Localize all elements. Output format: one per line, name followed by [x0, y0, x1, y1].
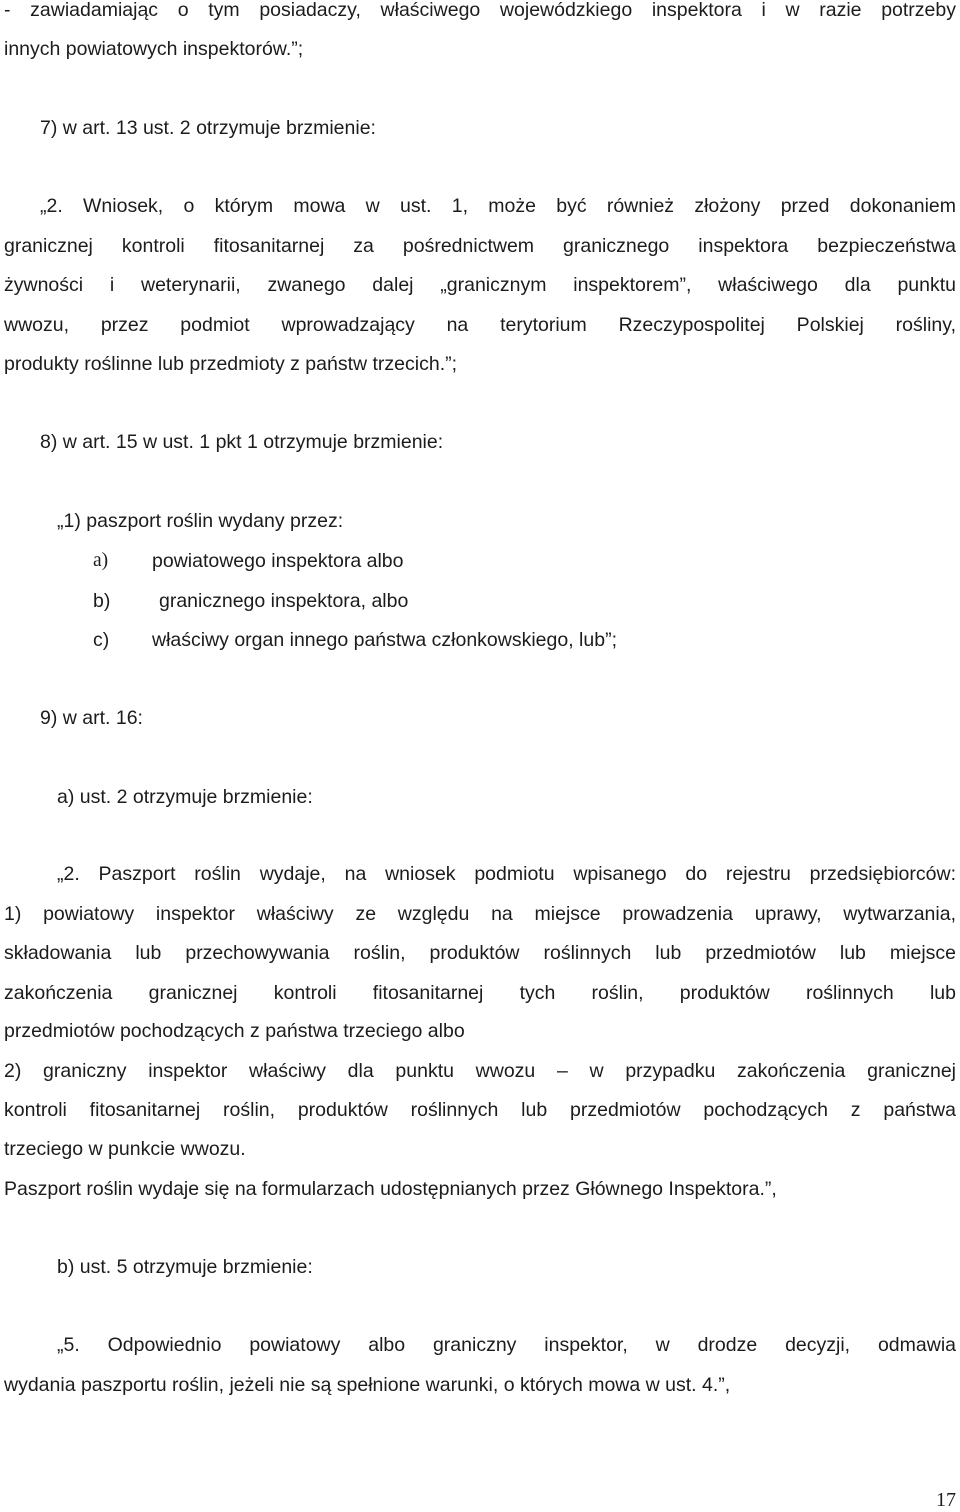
text-line: wydania paszportu roślin, jeżeli nie są spełnione warunki, o których mowa w ust. 4.”,: [4, 1374, 731, 1396]
text-line: Paszport roślin wydaje się na formularzach udostępnianych przez Głównego Inspektora.”,: [4, 1178, 777, 1200]
text-line: „2. Wniosek, o którym mowa w ust. 1, może być również złożony przed dokonaniem: [40, 195, 956, 217]
text-line: granicznej kontroli fitosanitarnej za pośrednictwem granicznego inspektora bezpieczeństwa: [4, 235, 956, 257]
amendment-heading: 9) w art. 16:: [40, 707, 143, 729]
text-line: przedmiotów pochodzących z państwa trzeciego albo: [4, 1020, 465, 1042]
amendment-heading: 8) w art. 15 w ust. 1 pkt 1 otrzymuje brzmienie:: [40, 431, 444, 453]
list-item: powiatowego inspektora albo: [152, 550, 404, 572]
text-line: „1) paszport roślin wydany przez:: [57, 510, 344, 532]
list-marker: a): [93, 550, 109, 571]
text-line: wwozu, przez podmiot wprowadzający na terytorium Rzeczypospolitej Polskiej rośliny,: [4, 314, 956, 336]
amendment-heading: a) ust. 2 otrzymuje brzmienie:: [57, 786, 313, 808]
text-line: żywności i weterynarii, zwanego dalej „granicznym inspektorem”, właściwego dla punktu: [4, 274, 956, 296]
text-line: innych powiatowych inspektorów.”;: [4, 38, 304, 60]
page-number: 17: [936, 1489, 956, 1511]
list-marker: b): [93, 590, 111, 612]
text-line: 2) graniczny inspektor właściwy dla punktu wwozu – w przypadku zakończenia granicznej: [4, 1060, 956, 1082]
text-line: - zawiadamiając o tym posiadaczy, właściwego wojewódzkiego inspektora i w razie potrzeby: [4, 0, 956, 21]
text-line: „2. Paszport roślin wydaje, na wniosek podmiotu wpisanego do rejestru przedsiębiorców:: [57, 863, 956, 885]
text-line: składowania lub przechowywania roślin, produktów roślinnych lub przedmiotów lub miejsce: [4, 942, 956, 964]
list-item: granicznego inspektora, albo: [159, 590, 409, 612]
text-line: trzeciego w punkcie wwozu.: [4, 1138, 246, 1160]
list-marker: c): [93, 629, 110, 651]
text-line: kontroli fitosanitarnej roślin, produktów roślinnych lub przedmiotów pochodzących z państwa: [4, 1099, 956, 1121]
text-line: 1) powiatowy inspektor właściwy ze względu na miejsce prowadzenia uprawy, wytwarzania,: [4, 903, 956, 925]
text-line: produkty roślinne lub przedmioty z państw trzecich.”;: [4, 353, 458, 375]
list-item: właściwy organ innego państwa członkowskiego, lub”;: [152, 629, 617, 651]
amendment-heading: b) ust. 5 otrzymuje brzmienie:: [57, 1256, 313, 1278]
text-line: zakończenia granicznej kontroli fitosanitarnej tych roślin, produktów roślinnych lub: [4, 982, 956, 1004]
text-line: „5. Odpowiednio powiatowy albo graniczny inspektor, w drodze decyzji, odmawia: [57, 1334, 956, 1356]
amendment-heading: 7) w art. 13 ust. 2 otrzymuje brzmienie:: [40, 117, 376, 139]
